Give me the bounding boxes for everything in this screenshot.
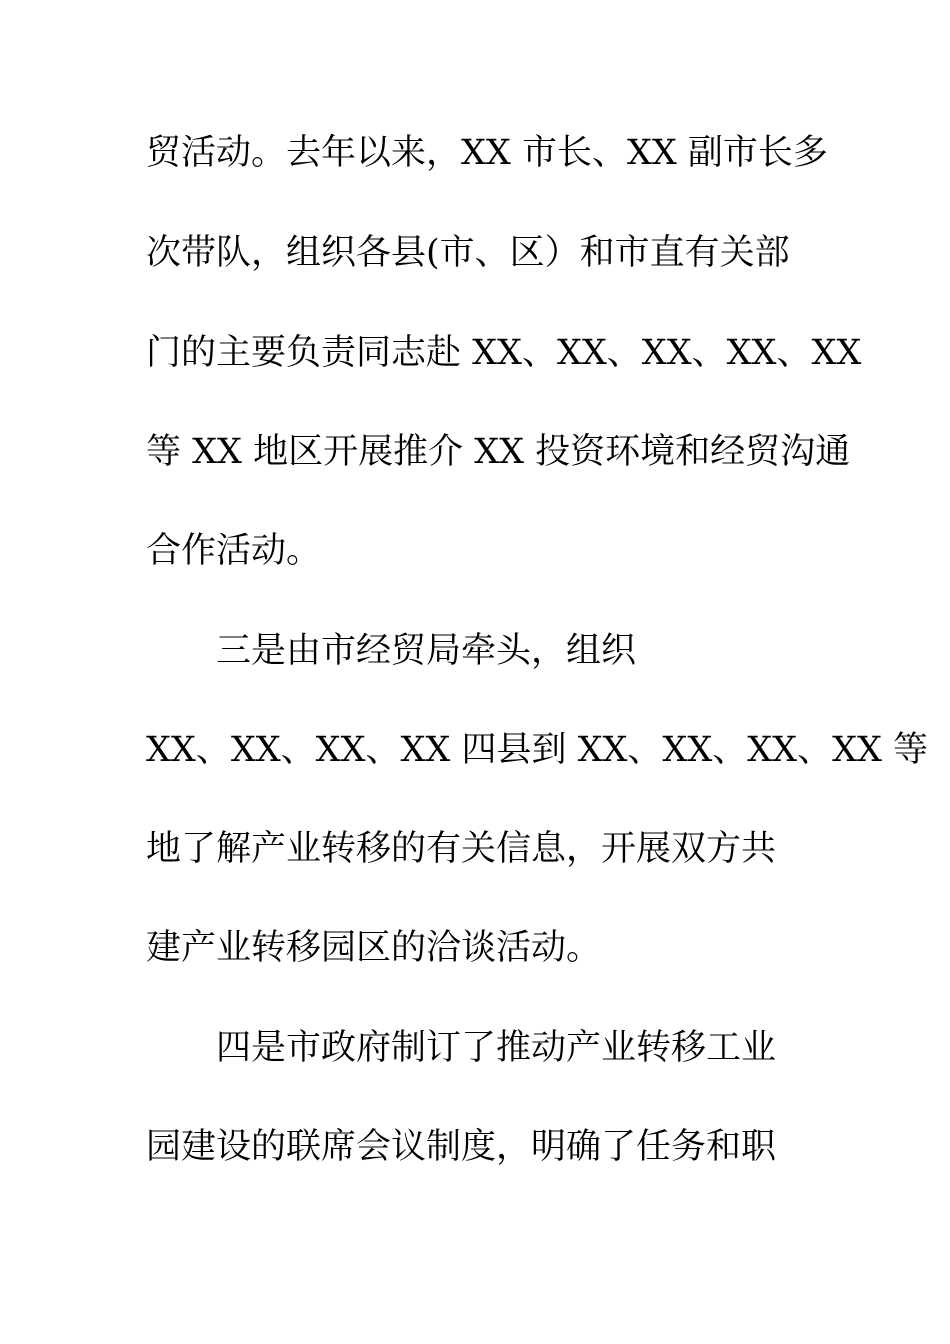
- paragraph-line-8: 地了解产业转移的有关信息，开展双方共: [146, 829, 777, 869]
- paragraph-line-4: 等 XX 地区开展推介 XX 投资环境和经贸沟通: [146, 432, 851, 472]
- paragraph-line-2: 次带队，组织各县(市、区）和市直有关部: [146, 233, 790, 273]
- paragraph-line-5: 合作活动。: [146, 531, 322, 571]
- paragraph-line-10: 四是市政府制订了推动产业转移工业: [216, 1028, 777, 1068]
- paragraph-line-9: 建产业转移园区的洽谈活动。: [146, 928, 602, 968]
- paragraph-line-1: 贸活动。去年以来，XX 市长、XX 副市长多: [146, 133, 828, 173]
- paragraph-line-11: 园建设的联席会议制度，明确了任务和职: [146, 1127, 777, 1167]
- paragraph-line-7: XX、XX、XX、XX 四县到 XX、XX、XX、XX 等: [146, 730, 929, 770]
- paragraph-line-3: 门的主要负责同志赴 XX、XX、XX、XX、XX: [146, 333, 862, 373]
- paragraph-line-6: 三是由市经贸局牵头，组织: [216, 631, 637, 671]
